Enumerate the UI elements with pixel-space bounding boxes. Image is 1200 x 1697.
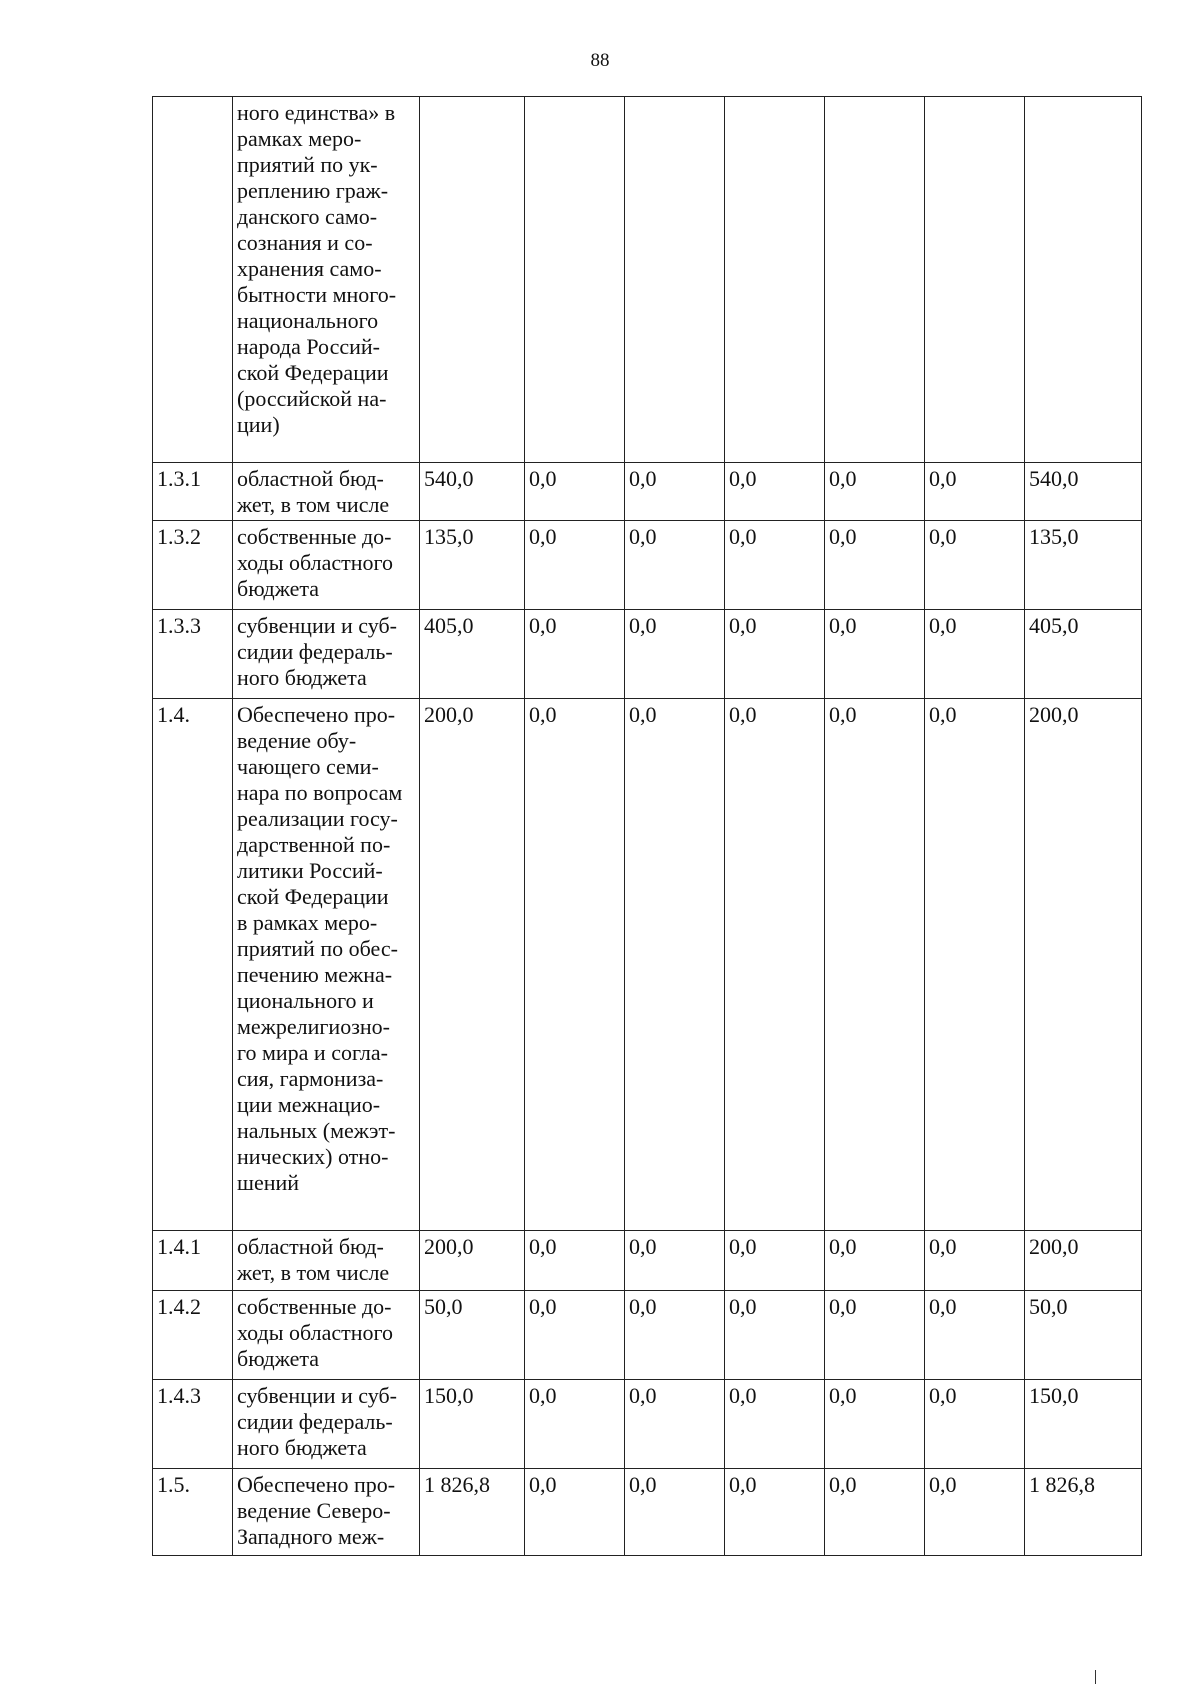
total-cell: 50,0	[1025, 1291, 1142, 1380]
value-cell: 0,0	[625, 1380, 725, 1469]
value-cell: 0,0	[925, 463, 1025, 521]
value-cell: 0,0	[925, 1231, 1025, 1291]
value-cell: 0,0	[525, 521, 625, 610]
row-number: 1.4.	[153, 699, 233, 1231]
row-number: 1.4.3	[153, 1380, 233, 1469]
scan-mark	[1095, 1670, 1096, 1684]
value-cell: 0,0	[525, 1231, 625, 1291]
value-cell: 0,0	[625, 521, 725, 610]
total-cell: 200,0	[1025, 1231, 1142, 1291]
value-cell: 540,0	[420, 463, 525, 521]
value-cell: 0,0	[925, 610, 1025, 699]
row-description: областной бюд- жет, в том числе	[233, 463, 420, 521]
value-cell: 0,0	[825, 699, 925, 1231]
total-cell: 405,0	[1025, 610, 1142, 699]
value-cell: 0,0	[925, 1380, 1025, 1469]
value-cell	[825, 97, 925, 463]
value-cell: 0,0	[925, 521, 1025, 610]
value-cell: 135,0	[420, 521, 525, 610]
table-row	[153, 1291, 1142, 1380]
row-description: субвенции и суб- сидии федераль- ного бюджета	[233, 610, 420, 699]
value-cell	[420, 97, 525, 463]
row-description: субвенции и суб- сидии федераль- ного бюджета	[233, 1380, 420, 1469]
value-cell: 1 826,8	[420, 1469, 525, 1556]
value-cell: 0,0	[925, 699, 1025, 1231]
row-number: 1.3.2	[153, 521, 233, 610]
value-cell: 0,0	[725, 1291, 825, 1380]
table-row	[153, 699, 1142, 1231]
value-cell: 0,0	[925, 1469, 1025, 1556]
value-cell: 0,0	[825, 610, 925, 699]
row-description: Обеспечено про- ведение Северо- Западного меж-	[233, 1469, 420, 1556]
row-description: Обеспечено про- ведение обу- чающего семи- нара по вопросам реализации госу- дарственной по- литики Россий- ской Федерации в рамках меро- приятий по обес- печению межна- ционального и межрелигиозно- го мира и согла- сия, гармониза- ции межнацио- нальных (межэт- нических) отно- шений	[233, 699, 420, 1231]
value-cell: 0,0	[525, 1291, 625, 1380]
value-cell: 0,0	[525, 1469, 625, 1556]
row-description: собственные до- ходы областного бюджета	[233, 1291, 420, 1380]
total-cell: 200,0	[1025, 699, 1142, 1231]
row-description: ного единства» в рамках меро- приятий по ук- реплению граж- данского само- сознания и со- хранения само- бытности много- национального народа Россий- ской Федерации (российской на- ции)	[233, 97, 420, 463]
total-cell: 135,0	[1025, 521, 1142, 610]
value-cell: 0,0	[525, 699, 625, 1231]
table-row	[153, 463, 1142, 521]
row-description: собственные до- ходы областного бюджета	[233, 521, 420, 610]
value-cell: 0,0	[725, 1469, 825, 1556]
value-cell: 0,0	[525, 463, 625, 521]
table-row	[153, 610, 1142, 699]
page-number: 88	[590, 50, 610, 71]
value-cell	[625, 97, 725, 463]
table-row	[153, 1231, 1142, 1291]
total-cell: 150,0	[1025, 1380, 1142, 1469]
value-cell	[725, 97, 825, 463]
value-cell: 0,0	[725, 463, 825, 521]
value-cell: 200,0	[420, 699, 525, 1231]
value-cell: 0,0	[825, 1291, 925, 1380]
row-number	[153, 97, 233, 463]
row-number: 1.4.1	[153, 1231, 233, 1291]
total-cell: 540,0	[1025, 463, 1142, 521]
value-cell	[925, 97, 1025, 463]
value-cell: 0,0	[825, 1380, 925, 1469]
row-number: 1.3.1	[153, 463, 233, 521]
value-cell: 0,0	[625, 1231, 725, 1291]
value-cell: 50,0	[420, 1291, 525, 1380]
budget-table	[152, 96, 1142, 1556]
value-cell: 150,0	[420, 1380, 525, 1469]
value-cell	[525, 97, 625, 463]
value-cell: 0,0	[525, 610, 625, 699]
value-cell: 0,0	[725, 1380, 825, 1469]
value-cell: 0,0	[625, 610, 725, 699]
value-cell: 0,0	[725, 521, 825, 610]
table-row	[153, 97, 1142, 463]
table-row	[153, 1469, 1142, 1556]
value-cell: 0,0	[725, 1231, 825, 1291]
value-cell: 0,0	[825, 1231, 925, 1291]
value-cell: 0,0	[725, 610, 825, 699]
row-description: областной бюд- жет, в том числе	[233, 1231, 420, 1291]
value-cell: 0,0	[725, 699, 825, 1231]
row-number: 1.3.3	[153, 610, 233, 699]
row-number: 1.4.2	[153, 1291, 233, 1380]
value-cell: 0,0	[625, 1469, 725, 1556]
value-cell: 405,0	[420, 610, 525, 699]
value-cell: 0,0	[825, 521, 925, 610]
total-cell	[1025, 97, 1142, 463]
value-cell: 0,0	[925, 1291, 1025, 1380]
value-cell: 0,0	[625, 1291, 725, 1380]
value-cell: 200,0	[420, 1231, 525, 1291]
table-row	[153, 1380, 1142, 1469]
budget-table-container	[152, 96, 1141, 1556]
value-cell: 0,0	[625, 463, 725, 521]
row-number: 1.5.	[153, 1469, 233, 1556]
value-cell: 0,0	[825, 1469, 925, 1556]
value-cell: 0,0	[525, 1380, 625, 1469]
value-cell: 0,0	[825, 463, 925, 521]
total-cell: 1 826,8	[1025, 1469, 1142, 1556]
table-row	[153, 521, 1142, 610]
value-cell: 0,0	[625, 699, 725, 1231]
